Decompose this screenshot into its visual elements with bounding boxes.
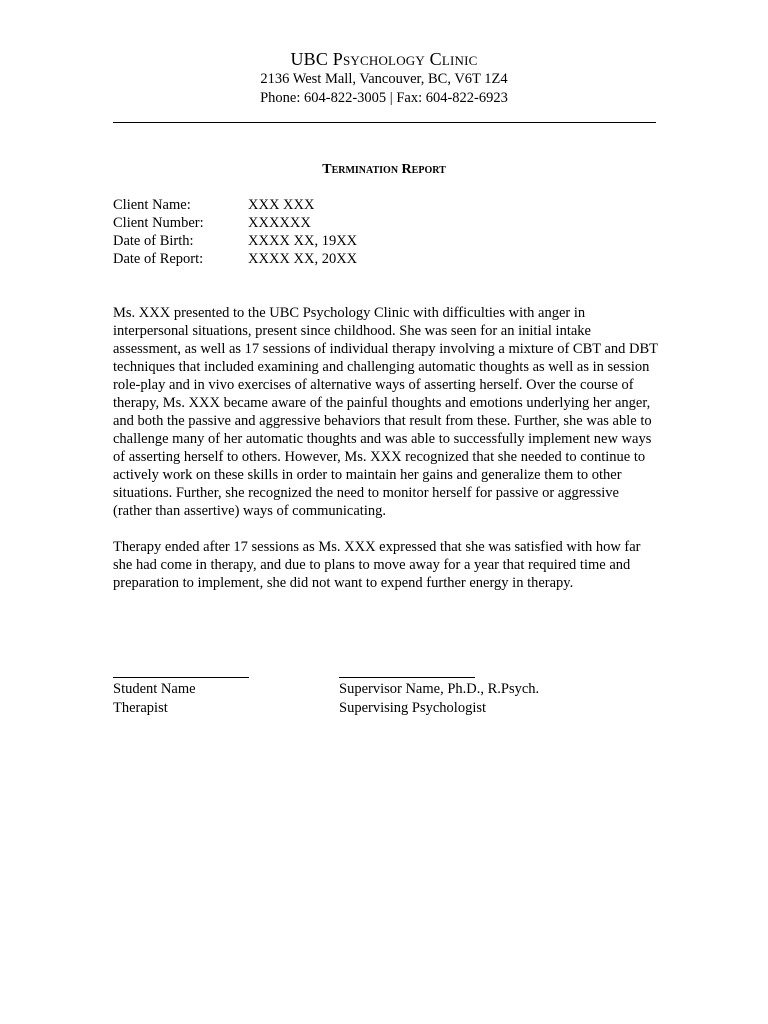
field-row-client-number: [113, 214, 357, 232]
supervisor-signature-block: [339, 662, 539, 718]
body-paragraph: Ms. XXX presented to the UBC Psychology Clinic with difficulties with anger in interpersonal situations, present since childhood. She was seen for an initial intake assessment, as well as 17 sessions of individual therapy involving a mixture of CBT and DBT techniques that included examining and challenging automatic thoughts as well as in session role-play and in vivo exercises of alternative ways of asserting herself. Over the course of therapy, Ms. XXX became aware of the painful thoughts and emotions underlying her anger, and both the passive and aggressive behaviors that result from these. Further, she was able to challenge many of her automatic thoughts and was able to successfully implement new ways of asserting herself to others. However, Ms. XXX recognized that she needed to continue to actively work on these skills in order to maintain her gains and generalize them to other situations. Further, she recognized the need to monitor herself for passive or aggressive (rather than assertive) ways of communicating.: [113, 305, 658, 519]
student-role: Therapist: [113, 700, 168, 716]
student-name: Student Name: [113, 681, 196, 697]
field-label: Date of Birth:: [113, 233, 194, 249]
field-value: XXXXXX: [248, 215, 311, 231]
clinic-name: UBC Psychology Clinic: [290, 49, 478, 69]
field-value: XXXX XX, 20XX: [248, 251, 358, 267]
signature-line: [113, 677, 249, 678]
field-row-date-of-report: [113, 250, 357, 268]
field-row-date-of-birth: [113, 232, 357, 250]
clinic-address: 2136 West Mall, Vancouver, BC, V6T 1Z4: [260, 71, 508, 87]
supervisor-role: Supervising Psychologist: [339, 700, 487, 716]
clinic-contact: Phone: 604-822-3005 | Fax: 604-822-6923: [260, 90, 508, 106]
header-divider: [113, 122, 656, 123]
student-signature-block: [113, 662, 249, 718]
field-row-client-name: [113, 196, 357, 214]
field-label: Client Number:: [113, 215, 204, 231]
field-value: XXXX XX, 19XX: [248, 233, 358, 249]
report-body: [113, 304, 658, 610]
field-label: Date of Report:: [113, 251, 204, 267]
client-fields: [113, 196, 357, 268]
letterhead: [0, 48, 768, 108]
field-value: XXX XXX: [248, 197, 315, 213]
body-paragraph: Therapy ended after 17 sessions as Ms. XXX expressed that she was satisfied with how far she had come in therapy, and due to plans to move away for a year that required time and preparation to implement, she did not want to expend further energy in therapy.: [113, 539, 641, 591]
report-title: Termination Report: [322, 162, 446, 177]
field-label: Client Name:: [113, 197, 191, 213]
supervisor-name: Supervisor Name, Ph.D., R.Psych.: [339, 681, 540, 697]
signature-line: [339, 677, 475, 678]
